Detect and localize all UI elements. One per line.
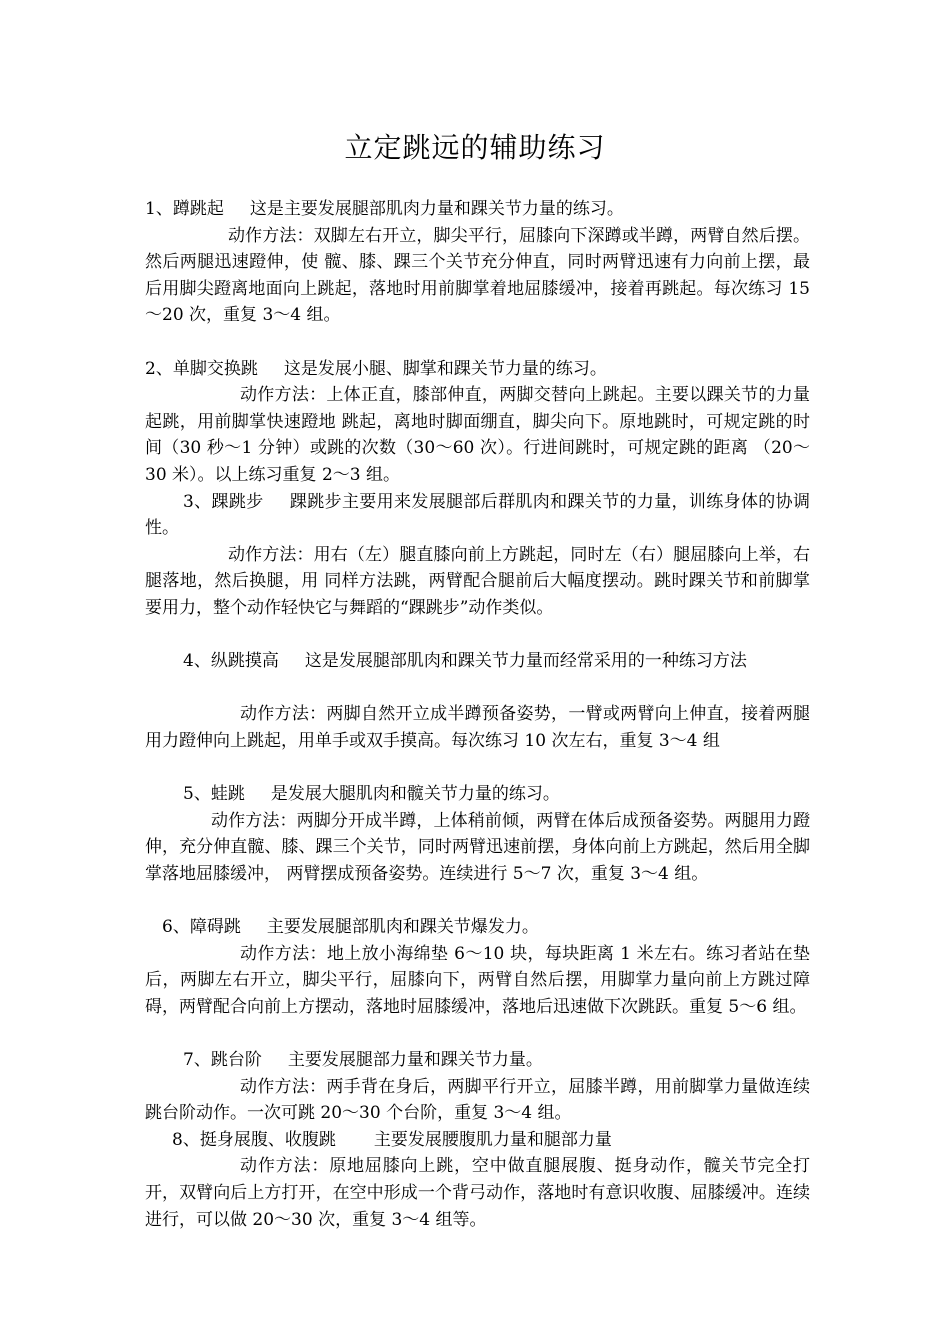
item-3-method: 动作方法：用右（左）腿直膝向前上方跳起，同时左（右）腿屈膝向上举，右腿落地，然后换腿，用 同样方法跳，两臂配合腿前后大幅度摆动。跳时踝关节和前脚掌要用力，整个动作轻快它与舞蹈的“踝跳步”动作类似。 — [145, 544, 810, 618]
item-6-method: 动作方法：地上放小海绵垫 6～10 块，每块距离 1 米左右。练习者站在垫后，两脚左右开立，脚尖平行，屈膝向下，两臂自然后摆，用脚掌力量向前上方跳过障碍，两臂配合向前上方摆动，落地时屈膝缓冲，落地后迅速做下次跳跃。重复 5～6 组。 — [145, 943, 810, 1017]
item-8-heading: 8、挺身展腹、收腹跳 — [172, 1129, 336, 1150]
item-7-summary: 主要发展腿部力量和踝关节力量。 — [287, 1050, 543, 1070]
item-2-method: 动作方法：上体正直，膝部伸直，两脚交替向上跳起。主要以踝关节的力量起跳，用前脚掌快速蹬地 跳起，离地时脚面绷直，脚尖向下。原地跳时，可规定跳的时间（30 秒～1 分钟）或跳的次数（30～60 次）。行进间跳时，可规定跳的距离 （20～30 米）。以上练习重复 2～3 组。 — [145, 385, 810, 485]
item-8-summary: 主要发展腰腹肌力量和腿部力量 — [373, 1129, 612, 1150]
document-body — [145, 196, 810, 1233]
item-2-heading: 2、单脚交换跳 — [145, 358, 258, 379]
item-6-header — [145, 914, 810, 941]
item-5-summary: 是发展大腿肌肉和髋关节力量的练习。 — [270, 784, 560, 805]
item-6-heading: 6、障碍跳 — [162, 917, 241, 938]
item-3-header — [145, 489, 810, 542]
item-7-heading: 7、跳台阶 — [183, 1050, 262, 1070]
item-6-summary: 主要发展腿部肌肉和踝关节爆发力。 — [266, 917, 539, 938]
item-8-method: 动作方法：原地屈膝向上跳，空中做直腿展腹、挺身动作，髋关节完全打开，双臂向后上方打开，在空中形成一个背弓动作，落地时有意识收腹、屈膝缓冲。连续进行，可以做 20～30 次，重复 3～4 组等。 — [145, 1156, 810, 1230]
item-4-summary: 这是发展腿部肌肉和踝关节力量而经常采用的一种练习方法 — [304, 651, 747, 672]
item-2-header — [145, 356, 810, 383]
item-5-method: 动作方法：两脚分开成半蹲，上体稍前倾，两臂在体后成预备姿势。两腿用力蹬伸，充分伸直髋、膝、踝三个关节，同时两臂迅速前摆，身体向前上方跳起，然后用全脚掌落地屈膝缓冲， 两臂摆成预备姿势。连续进行 5～7 次，重复 3～4 组。 — [145, 810, 810, 884]
item-3-heading: 3、踝跳步 — [183, 491, 264, 512]
page-title: 立定跳远的辅助练习 — [344, 131, 606, 164]
item-5-header — [145, 781, 810, 808]
item-2-summary: 这是发展小腿、脚掌和踝关节力量的练习。 — [283, 358, 607, 379]
item-4-heading: 4、纵跳摸高 — [183, 651, 279, 672]
item-1-method: 动作方法：双脚左右开立，脚尖平行，屈膝向下深蹲或半蹲，两臂自然后摆。然后两腿迅速蹬伸，使 髋、膝、踝三个关节充分伸直，同时两臂迅速有力向前上摆，最后用脚尖蹬离地面向上跳起，落地时用前脚掌着地屈膝缓冲，接着再跳起。每次练习 15～20 次，重复 3～4 组。 — [145, 225, 810, 326]
item-5-heading: 5、蛙跳 — [183, 784, 245, 805]
item-1-heading: 1、蹲跳起 — [145, 199, 224, 219]
item-7-method: 动作方法：两手背在身后，两脚平行开立，屈膝半蹲，用前脚掌力量做连续跳台阶动作。一次可跳 20～30 个台阶，重复 3～4 组。 — [145, 1076, 810, 1124]
item-4-method: 动作方法：两脚自然开立成半蹲预备姿势，一臂或两臂向上伸直，接着两腿用力蹬伸向上跳起，用单手或双手摸高。每次练习 10 次左右，重复 3～4 组 — [145, 704, 810, 751]
item-8-header — [145, 1127, 810, 1154]
item-4-header — [145, 648, 810, 675]
item-3-summary: 踝跳步主要用来发展腿部后群肌肉和踝关节的力量，训练身体的协调性。 — [145, 491, 810, 539]
item-7-header — [145, 1047, 810, 1074]
item-1-header — [145, 196, 810, 223]
item-1-summary: 这是主要发展腿部肌肉力量和踝关节力量的练习。 — [249, 199, 624, 219]
